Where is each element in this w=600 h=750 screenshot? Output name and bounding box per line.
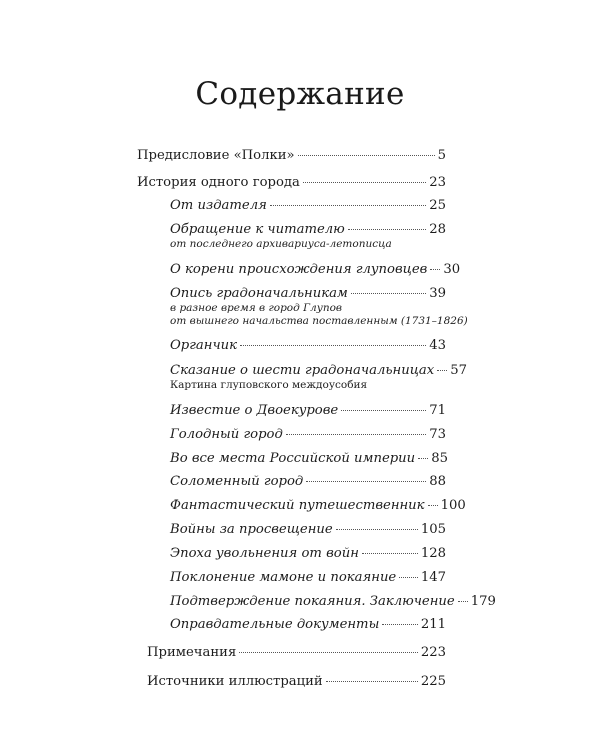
toc-entry-page: 73 [429, 427, 446, 442]
toc-entry-title: Оправдательные документы [170, 617, 380, 632]
toc-entry-title: Фантастический путешественник [170, 498, 425, 513]
toc-entry-title: О корени происхождения глуповцев [170, 262, 428, 277]
toc-entry-title: Обращение к читателю [170, 222, 345, 237]
toc-entry-page: 25 [429, 198, 446, 213]
toc-entry-organchik[interactable] [170, 338, 446, 354]
toc-entry-title: Сказание о шести градоначальницах [170, 363, 435, 378]
toc-entry-title: Войны за просвещение [170, 522, 333, 537]
toc-entry-page: 105 [420, 522, 446, 537]
toc-entry-inventory[interactable] [170, 286, 446, 302]
toc-entry-title: Примечания [147, 645, 237, 660]
toc-entry-title: От издателя [170, 198, 267, 213]
toc-entry-page: 179 [470, 594, 496, 609]
leader-dots [382, 624, 418, 625]
leader-dots [430, 269, 440, 270]
leader-dots [399, 577, 418, 578]
toc-entry-page: 39 [429, 286, 446, 301]
toc-entry-page: 211 [420, 617, 446, 632]
toc-entry-page: 57 [450, 363, 467, 378]
toc-entry-title: Известие о Двоекурове [170, 403, 339, 418]
leader-dots [270, 205, 426, 206]
toc-entry-notes[interactable] [147, 645, 446, 661]
leader-dots [286, 434, 426, 435]
toc-entry-title: Подтверждение покаяния. Заключение [170, 594, 455, 609]
toc-entry-subtitle: от последнего архивариуса-летописца [170, 238, 392, 250]
toc-entry-page: 28 [429, 222, 446, 237]
leader-dots [306, 481, 426, 482]
toc-entry-title: Во все места Российской империи [170, 451, 416, 466]
toc-entry-title: История одного города [137, 175, 300, 190]
toc-entry-title: Эпоха увольнения от войн [170, 546, 359, 561]
toc-entry-preface[interactable] [137, 148, 446, 164]
toc-entry-title: Голодный город [170, 427, 283, 442]
leader-dots [298, 155, 435, 156]
leader-dots [428, 505, 438, 506]
leader-dots [341, 410, 426, 411]
toc-entry-page: 43 [429, 338, 446, 353]
toc-entry-documents[interactable] [170, 617, 446, 633]
toc-entry-page: 147 [420, 570, 446, 585]
leader-dots [239, 652, 418, 653]
toc-entry-page: 128 [420, 546, 446, 561]
leader-dots [362, 553, 418, 554]
toc-entry-subtitle: в разное время в город Глупов [170, 302, 343, 314]
toc-entry-page: 225 [420, 674, 446, 689]
toc-entry-conclusion[interactable] [170, 594, 496, 610]
toc-entry-illustration-sources[interactable] [147, 674, 446, 690]
toc-entry-title: Предисловие «Полки» [137, 148, 295, 163]
toc-entry-page: 30 [443, 262, 461, 277]
toc-entry-page: 85 [431, 451, 448, 466]
toc-entry-origins[interactable] [170, 262, 461, 278]
toc-entry-straw-city[interactable] [170, 474, 446, 490]
leader-dots [336, 529, 418, 530]
toc-entry-hungry-city[interactable] [170, 427, 446, 443]
leader-dots [348, 229, 426, 230]
toc-entry-page: 23 [429, 175, 446, 190]
toc-entry-page: 223 [420, 645, 446, 660]
toc-entry-traveler[interactable] [170, 498, 466, 514]
toc-entry-mammon[interactable] [170, 570, 446, 586]
toc-entry-subtitle: Картина глуповского междоусобия [170, 379, 368, 391]
leader-dots [240, 345, 426, 346]
leader-dots [326, 681, 418, 682]
page-title: Содержание [195, 76, 405, 112]
toc-entry-title: Соломенный город [170, 474, 304, 489]
toc-entry-publisher[interactable] [170, 198, 446, 214]
toc-entry-history[interactable] [137, 175, 446, 191]
toc-entry-page: 100 [440, 498, 466, 513]
leader-dots [437, 370, 447, 371]
leader-dots [418, 458, 428, 459]
toc-entry-six-governors[interactable] [170, 363, 467, 379]
toc-entry-title: Опись градоначальникам [170, 286, 348, 301]
toc-entry-title: Поклонение мамоне и покаяние [170, 570, 397, 585]
toc-entry-address[interactable] [170, 222, 446, 238]
toc-entry-dvoekurov[interactable] [170, 403, 446, 419]
toc-entry-subtitle: от вышнего начальства поставленным (1731–1826) [170, 315, 468, 327]
toc-entry-page: 71 [429, 403, 446, 418]
toc-entry-russian-empire[interactable] [170, 451, 446, 467]
toc-entry-title: Органчик [170, 338, 238, 353]
toc-entry-page: 5 [437, 148, 446, 163]
toc-entry-release-from-wars[interactable] [170, 546, 446, 562]
leader-dots [458, 601, 468, 602]
leader-dots [303, 182, 426, 183]
toc-entry-title: Источники иллюстраций [147, 674, 323, 689]
toc-entry-page: 88 [429, 474, 446, 489]
toc-entry-enlightenment-wars[interactable] [170, 522, 446, 538]
leader-dots [351, 293, 426, 294]
